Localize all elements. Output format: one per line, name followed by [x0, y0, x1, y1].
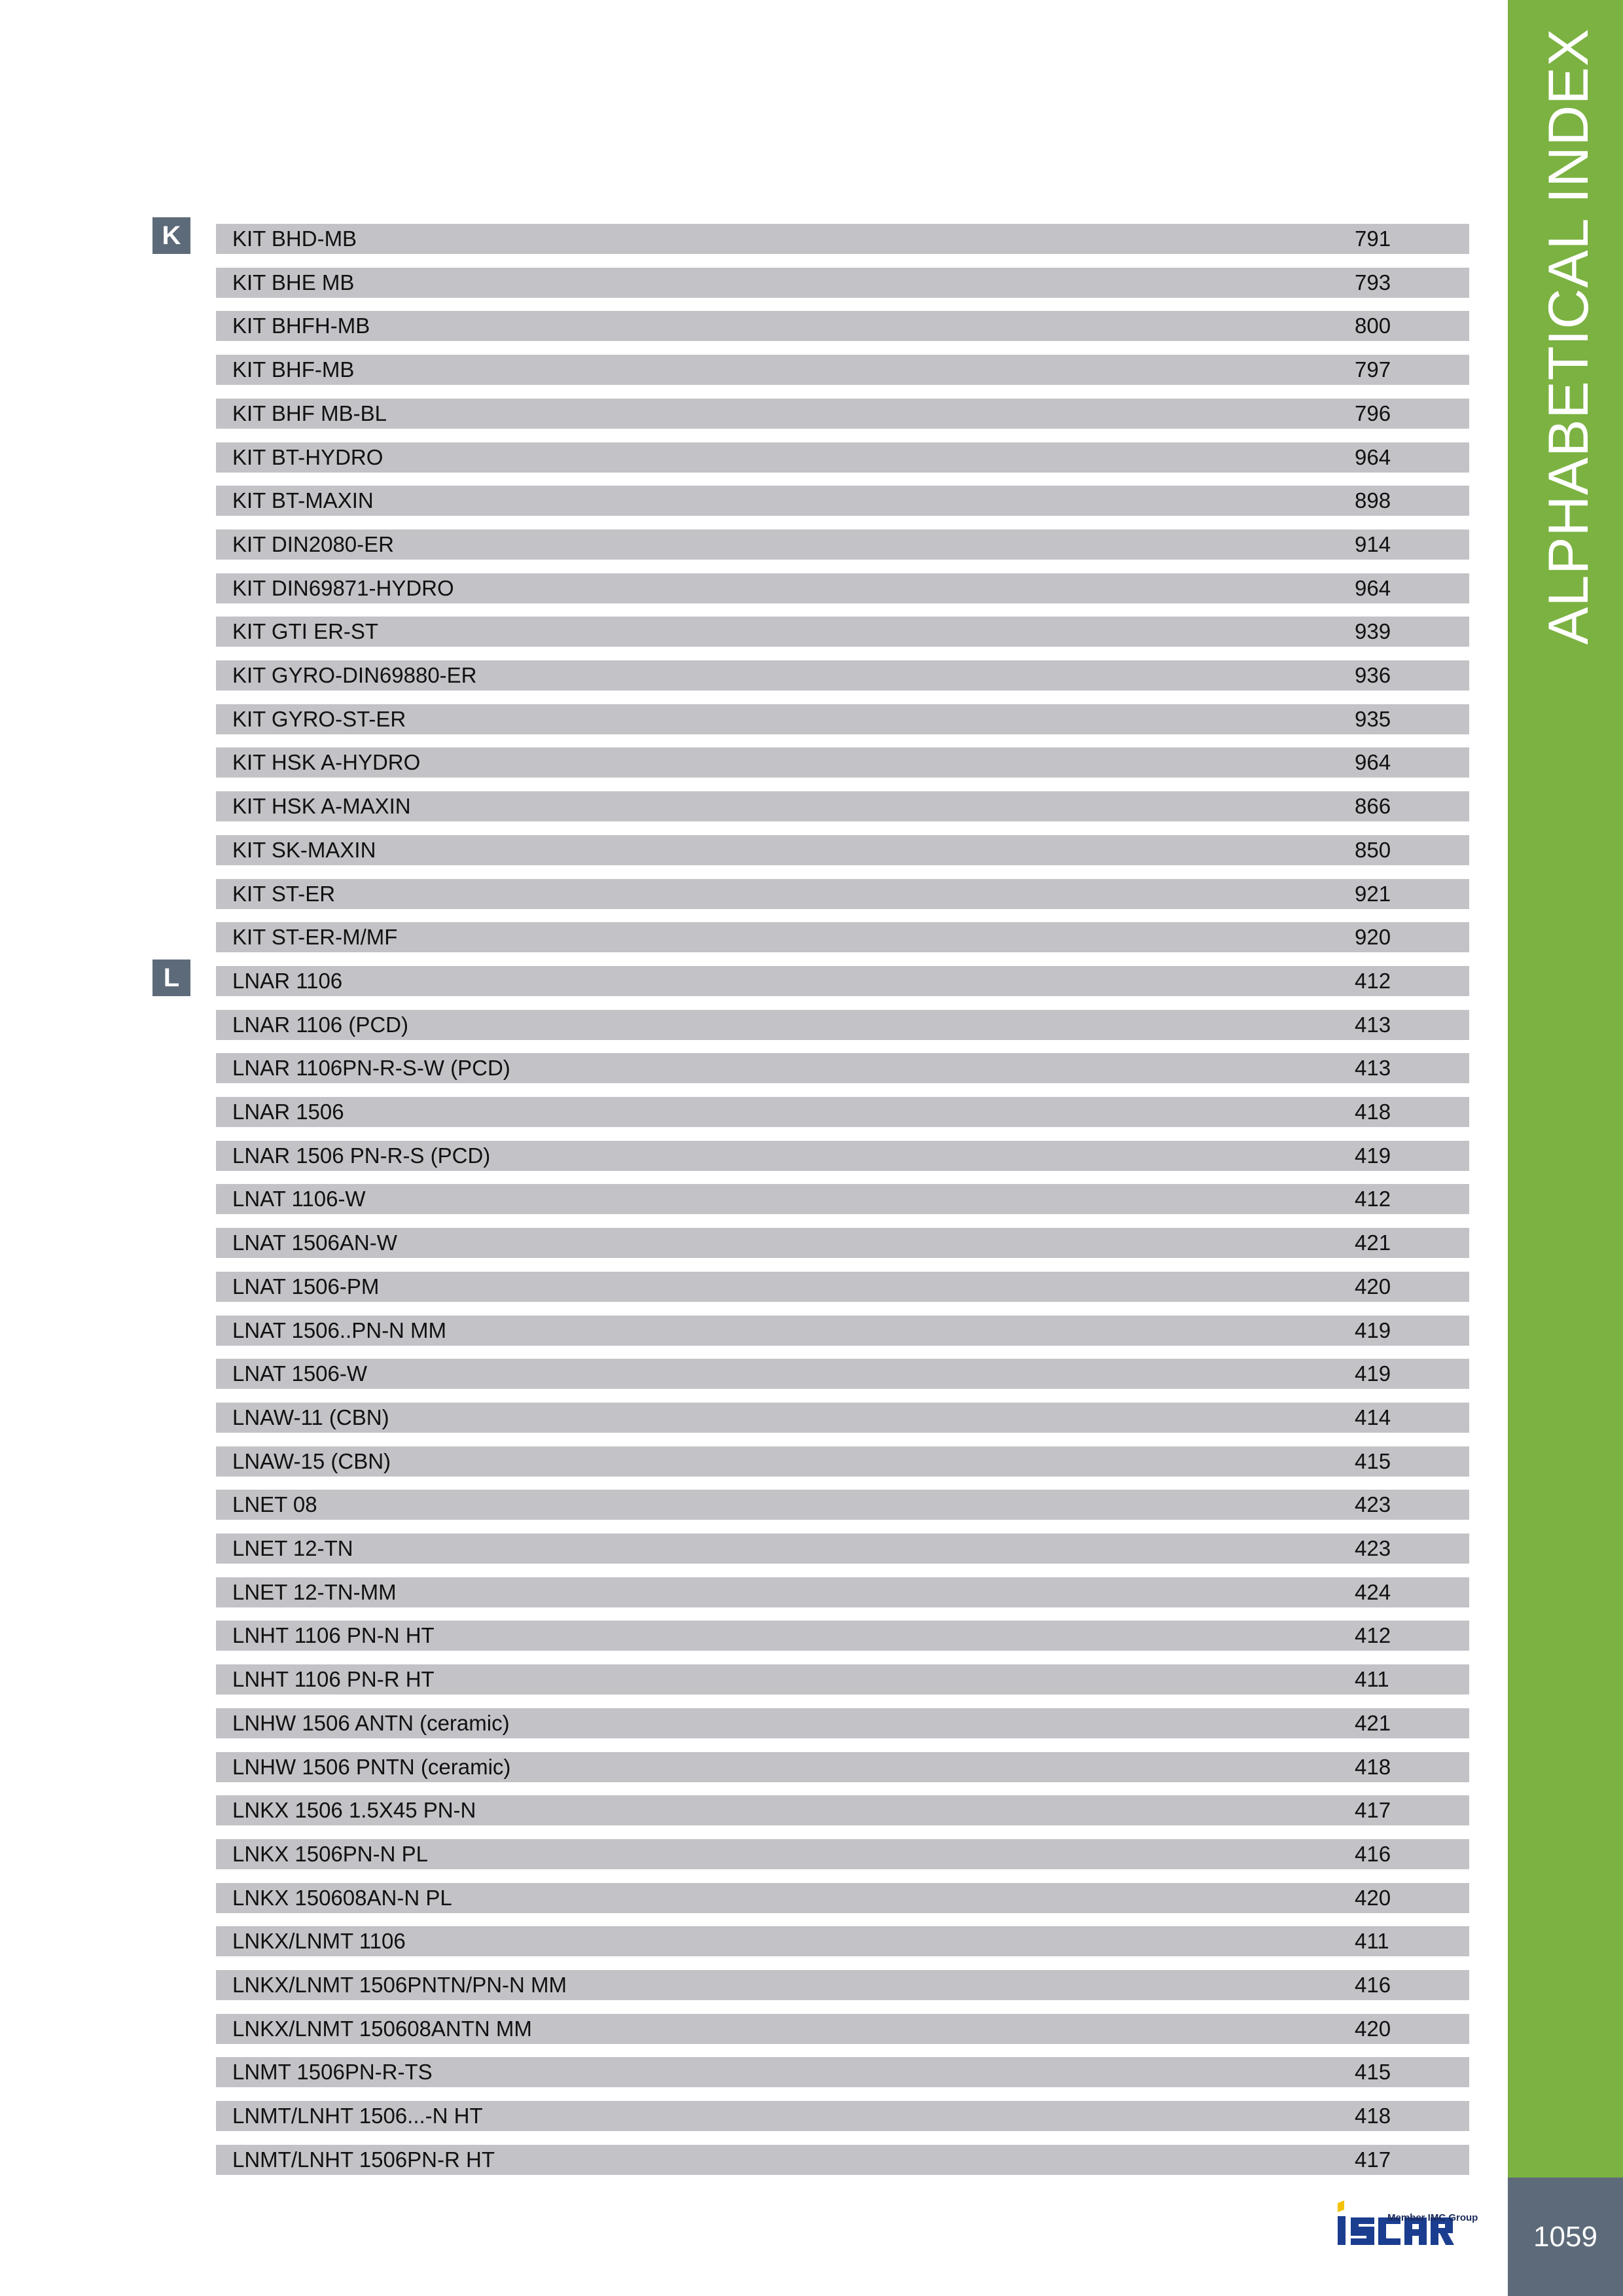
entry-label: LNAR 1106 (PCD) [232, 1012, 408, 1037]
entry-label: KIT BHFH-MB [232, 314, 370, 338]
entry-label: LNAR 1106PN-R-S-W (PCD) [232, 1056, 510, 1081]
entry-page: 416 [1355, 1841, 1391, 1866]
entry-page: 424 [1355, 1579, 1391, 1604]
entry-page: 420 [1355, 2016, 1391, 2041]
entry-label: KIT BHE MB [232, 270, 355, 295]
company-logo [1335, 2198, 1478, 2257]
entry-label: KIT BHD-MB [232, 226, 357, 251]
index-row [216, 1490, 1469, 1520]
index-row [216, 1534, 1469, 1564]
entry-page: 898 [1355, 488, 1391, 513]
entry-label: KIT ST-ER [232, 881, 336, 906]
entry-page: 418 [1355, 1100, 1391, 1124]
entry-page: 413 [1355, 1012, 1391, 1037]
letter-label: K [162, 221, 181, 250]
index-row [216, 1795, 1469, 1825]
index-row [216, 573, 1469, 603]
entry-label: LNMT/LNHT 1506PN-R HT [232, 2147, 495, 2172]
entry-page: 866 [1355, 794, 1391, 819]
entry-label: LNAR 1106 [232, 968, 343, 993]
index-row [216, 791, 1469, 821]
entry-page: 414 [1355, 1405, 1391, 1429]
index-row [216, 442, 1469, 473]
entry-label: LNKX/LNMT 1106 [232, 1929, 406, 1954]
index-row [216, 311, 1469, 341]
entry-label: LNAR 1506 PN-R-S (PCD) [232, 1143, 491, 1168]
entry-label: KIT GTI ER-ST [232, 619, 379, 644]
index-row [216, 1970, 1469, 2000]
index-row [216, 1141, 1469, 1171]
entry-label: KIT GYRO-ST-ER [232, 706, 406, 731]
index-row [216, 835, 1469, 865]
entry-label: LNAT 1506..PN-N MM [232, 1318, 447, 1342]
index-row [216, 1272, 1469, 1302]
entry-page: 964 [1355, 575, 1391, 600]
entry-label: LNHW 1506 ANTN (ceramic) [232, 1710, 510, 1735]
index-row [216, 1184, 1469, 1214]
entry-label: LNKX/LNMT 1506PNTN/PN-N MM [232, 1973, 567, 1997]
index-row [216, 1621, 1469, 1651]
entry-label: KIT GYRO-DIN69880-ER [232, 663, 477, 687]
entry-label: KIT SK-MAXIN [232, 837, 376, 862]
entry-label: LNAT 1106-W [232, 1187, 366, 1211]
entry-label: LNAR 1506 [232, 1100, 344, 1124]
index-row [216, 1839, 1469, 1869]
entry-page: 412 [1355, 1187, 1391, 1211]
index-row [216, 966, 1469, 996]
entry-page: 418 [1355, 1754, 1391, 1779]
index-row [216, 879, 1469, 909]
entry-page: 964 [1355, 750, 1391, 775]
index-row [216, 2014, 1469, 2044]
page-number: 1059 [1533, 2220, 1597, 2253]
entry-page: 415 [1355, 1448, 1391, 1473]
entry-page: 793 [1355, 270, 1391, 295]
entry-page: 413 [1355, 1056, 1391, 1081]
entry-label: KIT BT-MAXIN [232, 488, 374, 513]
entry-page: 800 [1355, 314, 1391, 338]
entry-label: LNET 12-TN [232, 1536, 353, 1560]
entry-label: LNMT 1506PN-R-TS [232, 2060, 433, 2085]
section-title: ALPHABETICAL INDEX [1537, 28, 1600, 645]
entry-label: KIT HSK A-MAXIN [232, 794, 411, 819]
entry-label: KIT BHF MB-BL [232, 401, 387, 425]
entry-page: 939 [1355, 619, 1391, 644]
index-row [216, 617, 1469, 647]
index-row [216, 529, 1469, 560]
index-row [216, 660, 1469, 691]
index-row [216, 1316, 1469, 1346]
entry-page: 421 [1355, 1710, 1391, 1735]
index-row [216, 704, 1469, 734]
entry-label: LNAT 1506-W [232, 1361, 368, 1386]
entry-label: LNKX/LNMT 150608ANTN MM [232, 2016, 532, 2041]
entry-label: KIT BT-HYDRO [232, 444, 383, 469]
letter-label: L [163, 963, 180, 992]
entry-label: KIT BHF-MB [232, 357, 355, 382]
entry-page: 791 [1355, 226, 1391, 251]
entry-page: 935 [1355, 706, 1391, 731]
entry-page: 936 [1355, 663, 1391, 687]
index-row [216, 399, 1469, 429]
entry-page: 417 [1355, 1798, 1391, 1823]
entry-page: 423 [1355, 1492, 1391, 1517]
entry-page: 850 [1355, 837, 1391, 862]
entry-page: 412 [1355, 1623, 1391, 1648]
entry-label: LNKX 150608AN-N PL [232, 1885, 452, 1910]
index-row [216, 1010, 1469, 1040]
entry-page: 964 [1355, 444, 1391, 469]
entry-label: LNET 12-TN-MM [232, 1579, 397, 1604]
entry-label: KIT ST-ER-M/MF [232, 925, 398, 950]
index-row [216, 1228, 1469, 1258]
index-row [216, 2101, 1469, 2131]
index-row [216, 1359, 1469, 1389]
entry-page: 416 [1355, 1973, 1391, 1997]
index-row [216, 268, 1469, 298]
entry-label: LNHT 1106 PN-R HT [232, 1667, 435, 1692]
logo-mark [1335, 2198, 1472, 2257]
entry-page: 419 [1355, 1143, 1391, 1168]
entry-label: KIT DIN2080-ER [232, 531, 394, 556]
entry-page: 920 [1355, 925, 1391, 950]
entry-label: LNET 08 [232, 1492, 317, 1517]
entry-page: 420 [1355, 1885, 1391, 1910]
index-row [216, 1577, 1469, 1607]
entry-page: 921 [1355, 881, 1391, 906]
entry-page: 420 [1355, 1274, 1391, 1299]
index-row [216, 2057, 1469, 2087]
index-row [216, 1708, 1469, 1738]
index-row [216, 1403, 1469, 1433]
entry-label: LNAW-15 (CBN) [232, 1448, 391, 1473]
entry-label: KIT HSK A-HYDRO [232, 750, 421, 775]
entry-page: 419 [1355, 1361, 1391, 1386]
entry-page: 423 [1355, 1536, 1391, 1560]
entry-page: 421 [1355, 1230, 1391, 1255]
page-number-box [1508, 2178, 1623, 2296]
index-row [216, 1752, 1469, 1782]
entry-page: 417 [1355, 2147, 1391, 2172]
index-row [216, 355, 1469, 385]
entry-page: 796 [1355, 401, 1391, 425]
entry-label: LNAW-11 (CBN) [232, 1405, 389, 1429]
index-row [216, 922, 1469, 952]
entry-page: 415 [1355, 2060, 1391, 2085]
entry-page: 411 [1355, 1929, 1389, 1954]
entry-label: LNHT 1106 PN-N HT [232, 1623, 435, 1648]
index-row [216, 486, 1469, 516]
index-row [216, 747, 1469, 778]
index-row [216, 1883, 1469, 1913]
entry-page: 419 [1355, 1318, 1391, 1342]
entry-label: LNAT 1506AN-W [232, 1230, 397, 1255]
entry-label: LNKX 1506PN-N PL [232, 1841, 428, 1866]
sidebar-title [1508, 0, 1623, 648]
entry-page: 412 [1355, 968, 1391, 993]
index-row [216, 2145, 1469, 2175]
index-row [216, 1446, 1469, 1477]
entry-label: LNMT/LNHT 1506...-N HT [232, 2104, 483, 2128]
index-row [216, 1926, 1469, 1956]
index-row [216, 1097, 1469, 1127]
entry-page: 797 [1355, 357, 1391, 382]
entry-page: 914 [1355, 531, 1391, 556]
entry-label: LNHW 1506 PNTN (ceramic) [232, 1754, 511, 1779]
logo-tagline: Member IMC Group [1387, 2212, 1478, 2223]
index-row [216, 1664, 1469, 1695]
index-row [216, 224, 1469, 254]
entry-label: LNKX 1506 1.5X45 PN-N [232, 1798, 476, 1823]
entry-label: LNAT 1506-PM [232, 1274, 380, 1299]
entry-label: KIT DIN69871-HYDRO [232, 575, 454, 600]
entry-page: 411 [1355, 1667, 1389, 1692]
index-row [216, 1053, 1469, 1083]
entry-page: 418 [1355, 2104, 1391, 2128]
